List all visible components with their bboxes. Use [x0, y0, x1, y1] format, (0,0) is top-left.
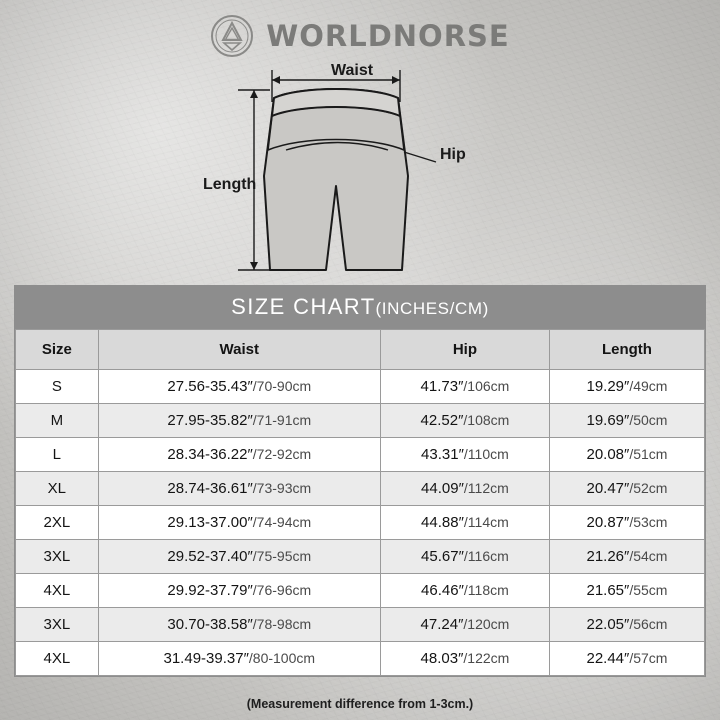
- cell-size: 4XL: [16, 642, 99, 676]
- waist-inches: 31.49-39.37″: [163, 650, 249, 667]
- length-cm: /54cm: [629, 548, 668, 564]
- cell-size: S: [16, 370, 99, 404]
- size-chart-title: [15, 286, 705, 329]
- cell-length: [549, 540, 704, 574]
- hip-inches: 45.67″: [421, 548, 464, 565]
- cell-hip: [380, 608, 549, 642]
- length-inches: 19.69″: [586, 412, 630, 429]
- cell-hip: [380, 540, 549, 574]
- cell-size: M: [16, 404, 99, 438]
- column-header-hip: Hip: [380, 330, 549, 370]
- hip-inches: 41.73″: [420, 378, 464, 395]
- length-inches: 21.26″: [586, 548, 630, 565]
- length-cm: /51cm: [629, 446, 668, 462]
- cell-waist: [98, 438, 380, 472]
- table-row: [16, 472, 705, 506]
- cell-waist: [98, 608, 380, 642]
- waist-inches: 28.74-36.61″: [167, 480, 253, 497]
- cell-size: 3XL: [16, 540, 99, 574]
- brand-name: WORLDNORSE: [266, 19, 510, 53]
- length-inches: 21.65″: [586, 582, 630, 599]
- length-inches: 20.08″: [586, 446, 630, 463]
- cell-size: 3XL: [16, 608, 99, 642]
- table-row: [16, 642, 705, 676]
- hip-cm: /114cm: [463, 514, 509, 530]
- length-cm: /53cm: [629, 514, 668, 530]
- waist-cm: /72-92cm: [252, 446, 312, 462]
- waist-cm: /74-94cm: [252, 514, 312, 530]
- waist-cm: /73-93cm: [252, 480, 312, 496]
- length-cm: /52cm: [629, 480, 668, 496]
- column-header-waist: Waist: [98, 330, 380, 370]
- hip-label: Hip: [440, 146, 466, 163]
- size-chart-table: [15, 329, 705, 676]
- table-row: [16, 404, 705, 438]
- waist-inches: 27.95-35.82″: [167, 412, 253, 429]
- waist-inches: 27.56-35.43″: [167, 378, 253, 395]
- table-row: [16, 370, 705, 404]
- length-inches: 20.87″: [586, 514, 630, 531]
- cell-hip: [380, 574, 549, 608]
- table-header-row: [16, 330, 705, 370]
- cell-waist: [98, 404, 380, 438]
- waist-cm: /78-98cm: [252, 616, 312, 632]
- waist-label: Waist: [331, 62, 374, 79]
- length-inches: 22.44″: [586, 650, 630, 667]
- cell-waist: [98, 642, 380, 676]
- length-inches: 19.29″: [586, 378, 630, 395]
- cell-hip: [380, 506, 549, 540]
- cell-length: [549, 370, 704, 404]
- table-row: [16, 608, 705, 642]
- valknut-circle-logo-icon: [210, 14, 254, 58]
- waist-inches: 29.13-37.00″: [167, 514, 253, 531]
- hip-cm: /112cm: [463, 480, 509, 496]
- hip-cm: /120cm: [463, 616, 510, 632]
- garment-illustration: [0, 58, 720, 280]
- cell-waist: [98, 506, 380, 540]
- length-cm: /55cm: [629, 582, 668, 598]
- size-chart-title-unit: (INCHES/CM): [375, 299, 489, 318]
- cell-length: [549, 574, 704, 608]
- cell-size: XL: [16, 472, 99, 506]
- cell-waist: [98, 370, 380, 404]
- hip-cm: /122cm: [463, 650, 510, 666]
- cell-waist: [98, 472, 380, 506]
- waist-cm: /76-96cm: [252, 582, 312, 598]
- hip-cm: /108cm: [463, 412, 510, 428]
- cell-length: [549, 608, 704, 642]
- table-row: [16, 574, 705, 608]
- length-cm: /50cm: [629, 412, 668, 428]
- hip-cm: /118cm: [463, 582, 509, 598]
- waist-inches: 30.70-38.58″: [167, 616, 253, 633]
- cell-hip: [380, 642, 549, 676]
- length-cm: /57cm: [629, 650, 668, 666]
- table-row: [16, 506, 705, 540]
- length-label: Length: [203, 176, 257, 193]
- brand-header: [0, 14, 720, 58]
- waist-inches: 29.52-37.40″: [167, 548, 253, 565]
- cell-waist: [98, 540, 380, 574]
- waist-inches: 29.92-37.79″: [167, 582, 253, 599]
- waist-inches: 28.34-36.22″: [167, 446, 253, 463]
- column-header-length: Length: [549, 330, 704, 370]
- hip-inches: 42.52″: [420, 412, 464, 429]
- hip-cm: /110cm: [463, 446, 509, 462]
- cell-hip: [380, 404, 549, 438]
- cell-size: 4XL: [16, 574, 99, 608]
- cell-size: L: [16, 438, 99, 472]
- cell-length: [549, 472, 704, 506]
- waist-cm: /75-95cm: [252, 548, 312, 564]
- length-inches: 20.47″: [586, 480, 630, 497]
- cell-size: 2XL: [16, 506, 99, 540]
- cell-hip: [380, 472, 549, 506]
- hip-inches: 43.31″: [421, 446, 464, 463]
- cell-waist: [98, 574, 380, 608]
- column-header-size: Size: [16, 330, 99, 370]
- cell-hip: [380, 370, 549, 404]
- size-chart-title-text: SIZE CHART: [231, 294, 376, 319]
- length-inches: 22.05″: [586, 616, 630, 633]
- hip-inches: 44.09″: [421, 480, 464, 497]
- cell-length: [549, 506, 704, 540]
- waist-cm: /71-91cm: [252, 412, 312, 428]
- hip-cm: /116cm: [463, 548, 509, 564]
- size-chart-table-container: [14, 285, 706, 677]
- waist-cm: /70-90cm: [252, 378, 312, 394]
- hip-inches: 46.46″: [421, 582, 464, 599]
- table-row: [16, 438, 705, 472]
- hip-cm: /106cm: [463, 378, 510, 394]
- table-row: [16, 540, 705, 574]
- hip-inches: 47.24″: [420, 616, 464, 633]
- table-body: [16, 370, 705, 676]
- cell-length: [549, 642, 704, 676]
- waist-cm: /80-100cm: [248, 650, 316, 666]
- length-cm: /49cm: [629, 378, 668, 394]
- cell-hip: [380, 438, 549, 472]
- cell-length: [549, 404, 704, 438]
- hip-inches: 44.88″: [421, 514, 464, 531]
- hip-inches: 48.03″: [420, 650, 464, 667]
- cell-length: [549, 438, 704, 472]
- length-cm: /56cm: [629, 616, 668, 632]
- measurement-footnote: (Measurement difference from 1-3cm.): [246, 697, 474, 711]
